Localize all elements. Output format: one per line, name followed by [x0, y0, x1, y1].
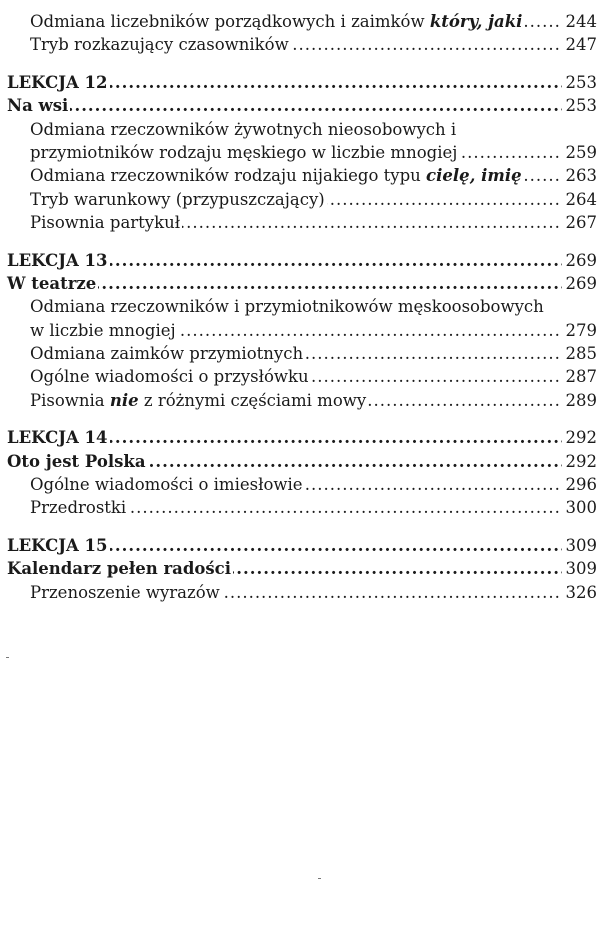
- toc-label: [7, 94, 70, 117]
- page-number: 253: [564, 71, 598, 94]
- toc-label: [30, 473, 305, 496]
- toc-label-text: Przedrostki: [30, 498, 127, 518]
- toc-label-text: Tryb rozkazujący czasowników: [30, 35, 289, 55]
- page-number: 300: [564, 496, 598, 519]
- toc-label-text: Tryb warunkowy (przypuszczający): [30, 189, 325, 209]
- toc-label: [30, 188, 327, 211]
- toc-label-text: Przenoszenie wyrazów: [30, 582, 220, 602]
- page-number: 285: [564, 342, 598, 365]
- toc-entry: [30, 188, 600, 211]
- toc-label-text: Odmiana liczebników porządkowych i zaimków: [30, 12, 425, 31]
- toc-entry: [30, 211, 600, 234]
- toc-entry: [30, 10, 600, 33]
- toc-entry: [30, 389, 600, 412]
- page-number: 289: [564, 389, 598, 412]
- toc-label-text: LEKCJA 13: [7, 250, 108, 270]
- toc-label-text: w liczbie mnogiej: [30, 320, 176, 340]
- toc-label: [30, 581, 222, 604]
- toc-label: [30, 141, 459, 164]
- toc-label-text: Na wsi: [7, 96, 69, 116]
- page-number: 326: [564, 581, 598, 604]
- page-number: 244: [564, 10, 598, 33]
- toc-label-text: Kalendarz pełen radości: [7, 559, 231, 579]
- toc-label-emphasis: który, jaki: [429, 12, 523, 31]
- toc-label: [7, 272, 98, 295]
- scan-speck: [6, 657, 9, 658]
- scan-speck: [318, 878, 321, 879]
- toc-entry: [30, 118, 600, 141]
- toc-label: [7, 557, 233, 580]
- page-number: 292: [564, 450, 598, 473]
- toc-label: [7, 71, 110, 94]
- toc-label-text: W teatrze: [7, 273, 97, 293]
- toc-entry: [30, 295, 600, 318]
- page-number: 309: [564, 557, 598, 580]
- toc-label: [7, 249, 110, 272]
- toc-label: [7, 426, 110, 449]
- toc-label-text: Odmiana rzeczowników i przymiotnikowów męskoosobowych: [30, 297, 544, 317]
- toc-heading: [7, 272, 600, 295]
- toc-label: [30, 211, 182, 234]
- toc-label-text: Odmiana rzeczowników rodzaju nijakiego typu: [30, 166, 421, 186]
- toc-label: [7, 534, 110, 557]
- toc-label: [30, 496, 128, 519]
- toc-heading: [7, 557, 600, 580]
- toc-label-text: Odmiana zaimków przymiotnych: [30, 344, 304, 364]
- toc-heading: [7, 71, 600, 94]
- toc-entry: [30, 365, 600, 388]
- toc-label-text: Ogólne wiadomości o przysłówku: [30, 367, 309, 387]
- toc-label: [30, 319, 178, 342]
- toc-label-emphasis: cielę, imię: [426, 166, 522, 186]
- toc-entry: [30, 581, 600, 604]
- page-number: 263: [564, 164, 598, 187]
- dot-leader: [7, 94, 562, 117]
- toc-label: [30, 342, 305, 365]
- page-number: 269: [564, 272, 598, 295]
- page-number: 247: [564, 33, 598, 56]
- toc-label-text: LEKCJA 14: [7, 428, 108, 448]
- toc-label: [30, 295, 546, 318]
- page-number: 292: [564, 426, 598, 449]
- toc-label: [7, 450, 148, 473]
- toc-label-text: LEKCJA 15: [7, 535, 108, 555]
- page-number: 259: [564, 141, 598, 164]
- toc-label-text: przymiotników rodzaju męskiego w liczbie mnogiej: [30, 142, 458, 162]
- toc-heading: [7, 450, 600, 473]
- page-number: 279: [564, 319, 598, 342]
- table-of-contents: [0, 10, 600, 604]
- page-number: 253: [564, 94, 598, 117]
- toc-entry: [30, 342, 600, 365]
- toc-heading: [7, 249, 600, 272]
- toc-entry: [30, 33, 600, 56]
- toc-label-text: Odmiana rzeczowników żywotnych nieosobowych i: [30, 119, 457, 139]
- page-number: 287: [564, 365, 598, 388]
- toc-heading: [7, 94, 600, 117]
- toc-label: [30, 365, 311, 388]
- toc-entry: [30, 141, 600, 164]
- toc-label-text: Pisownia: [30, 390, 105, 410]
- toc-entry: [30, 473, 600, 496]
- toc-label: [30, 33, 291, 56]
- page-number: 309: [564, 534, 598, 557]
- toc-entry: [30, 319, 600, 342]
- toc-label-emphasis: nie: [109, 390, 139, 410]
- toc-label-text: Oto jest Polska: [7, 451, 146, 471]
- toc-label: [30, 10, 524, 33]
- toc-label-text: z różnymi częściami mowy: [143, 390, 367, 410]
- toc-label-text: Ogólne wiadomości o imiesłowie: [30, 475, 303, 495]
- page-number: 267: [564, 211, 598, 234]
- page-number: 264: [564, 188, 598, 211]
- toc-entry: [30, 496, 600, 519]
- toc-label-text: LEKCJA 12: [7, 72, 108, 92]
- toc-label-text: Pisownia partykuł: [30, 213, 181, 233]
- page-number: 296: [564, 473, 598, 496]
- toc-heading: [7, 426, 600, 449]
- toc-label: [30, 118, 458, 141]
- toc-heading: [7, 534, 600, 557]
- toc-label: [30, 164, 524, 187]
- page-number: 269: [564, 249, 598, 272]
- toc-entry: [30, 164, 600, 187]
- toc-label: [30, 389, 368, 412]
